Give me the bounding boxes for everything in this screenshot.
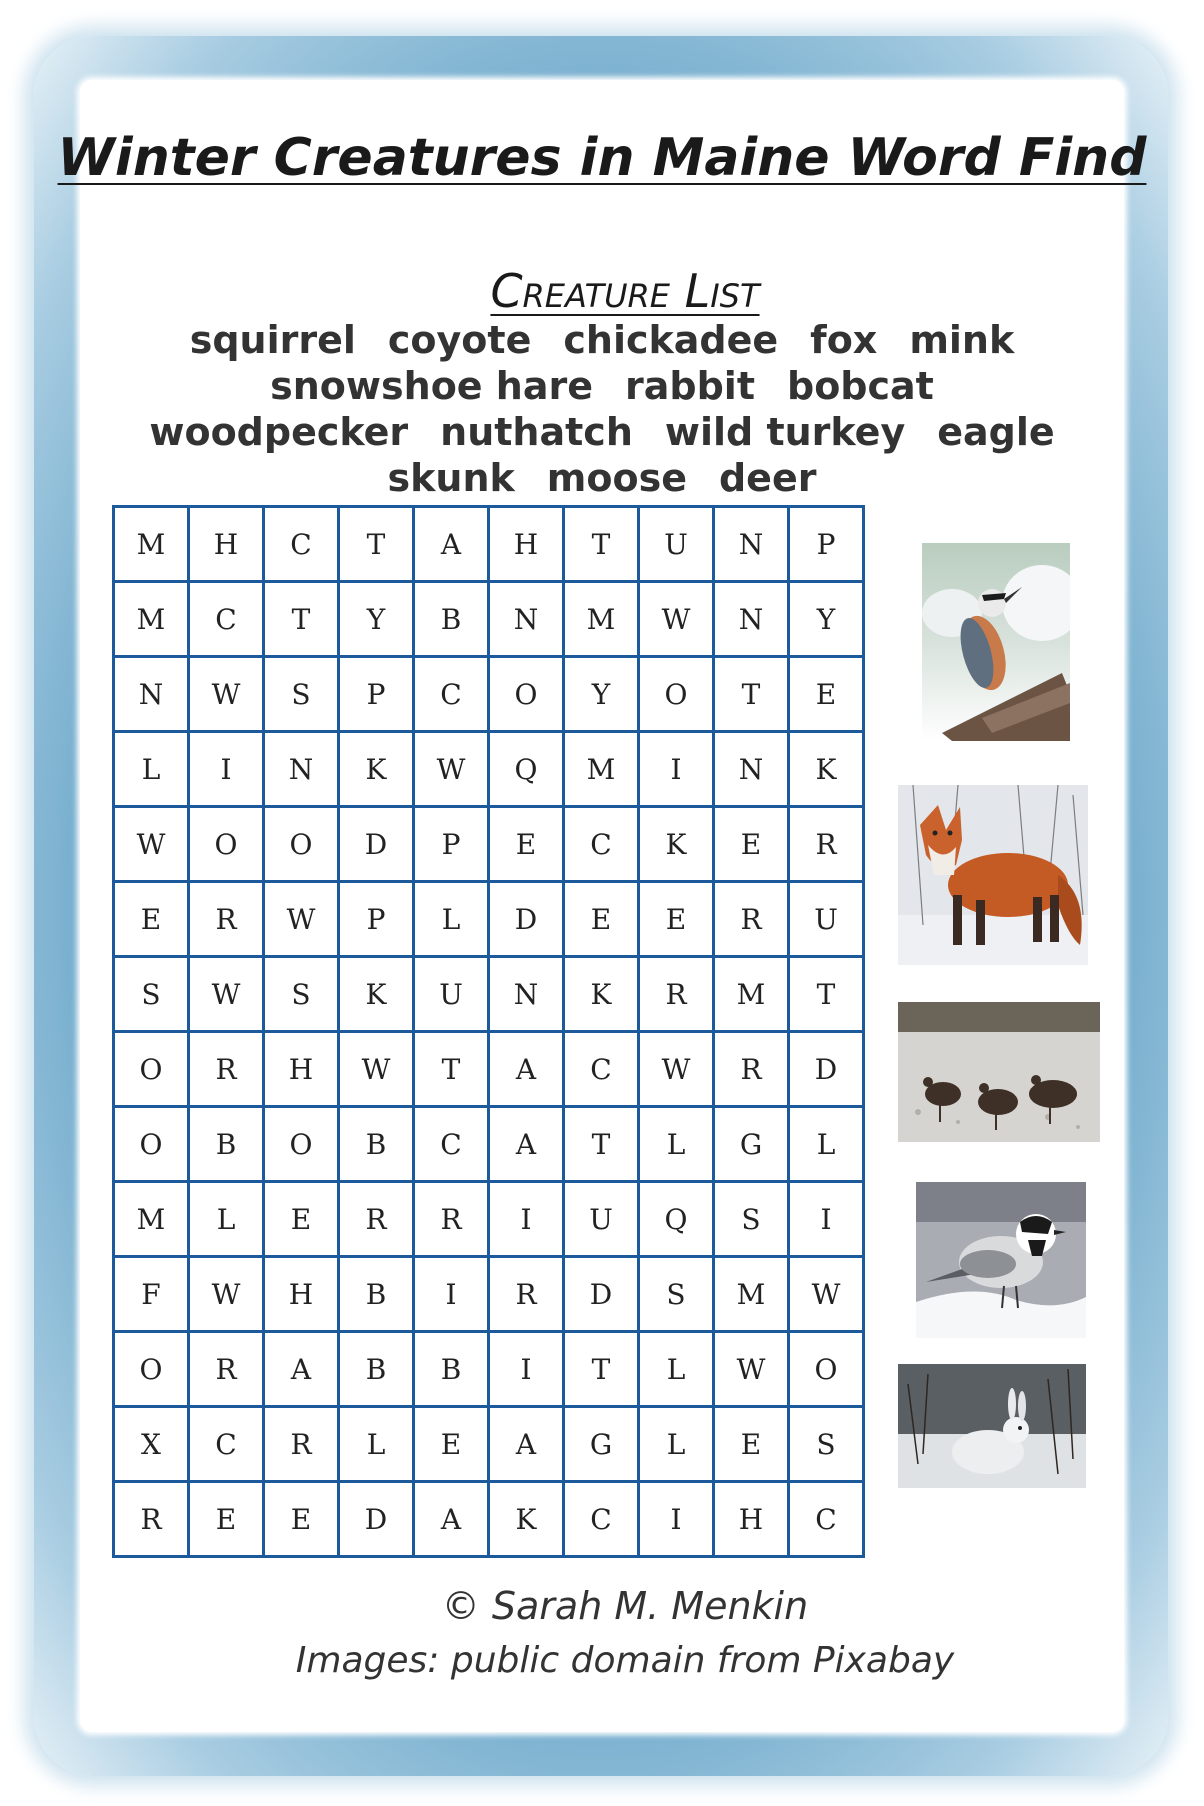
grid-cell: Q: [489, 732, 564, 807]
grid-row: [114, 1407, 864, 1482]
grid-cell: W: [264, 882, 339, 957]
word-item: nuthatch: [440, 410, 633, 454]
grid-cell: T: [414, 1032, 489, 1107]
grid-row: [114, 1257, 864, 1332]
grid-cell: R: [114, 1482, 189, 1557]
grid-cell: A: [489, 1107, 564, 1182]
grid-cell: C: [564, 1482, 639, 1557]
fox-photo: [898, 785, 1088, 965]
grid-cell: K: [339, 957, 414, 1032]
grid-cell: Y: [564, 657, 639, 732]
grid-cell: I: [489, 1332, 564, 1407]
grid-row: [114, 732, 864, 807]
grid-cell: A: [414, 1482, 489, 1557]
grid-cell: R: [714, 1032, 789, 1107]
grid-cell: R: [189, 882, 264, 957]
word-item: fox: [810, 318, 878, 362]
grid-cell: M: [714, 957, 789, 1032]
grid-cell: W: [639, 582, 714, 657]
grid-cell: K: [564, 957, 639, 1032]
grid-cell: N: [114, 657, 189, 732]
grid-cell: E: [639, 882, 714, 957]
grid-cell: A: [264, 1332, 339, 1407]
grid-cell: M: [714, 1257, 789, 1332]
grid-cell: N: [489, 582, 564, 657]
grid-cell: E: [714, 807, 789, 882]
grid-cell: A: [489, 1032, 564, 1107]
word-list-row: [0, 318, 1204, 362]
grid-cell: A: [414, 507, 489, 582]
grid-cell: P: [339, 657, 414, 732]
word-list-row: [0, 456, 1204, 500]
word-search-grid: [112, 505, 865, 1558]
grid-cell: T: [564, 1107, 639, 1182]
grid-cell: I: [489, 1182, 564, 1257]
grid-cell: O: [264, 1107, 339, 1182]
grid-cell: T: [714, 657, 789, 732]
word-item: squirrel: [189, 318, 356, 362]
grid-cell: E: [714, 1407, 789, 1482]
grid-cell: B: [339, 1257, 414, 1332]
grid-row: [114, 507, 864, 582]
grid-cell: S: [639, 1257, 714, 1332]
word-item: wild turkey: [664, 410, 906, 454]
grid-cell: G: [564, 1407, 639, 1482]
grid-cell: R: [714, 882, 789, 957]
word-item: bobcat: [787, 364, 934, 408]
grid-row: [114, 807, 864, 882]
grid-cell: E: [489, 807, 564, 882]
grid-cell: R: [189, 1032, 264, 1107]
word-item: skunk: [387, 456, 515, 500]
grid-cell: T: [789, 957, 864, 1032]
grid-cell: B: [339, 1332, 414, 1407]
grid-cell: I: [639, 1482, 714, 1557]
grid-cell: E: [414, 1407, 489, 1482]
word-list-row: [0, 364, 1204, 408]
grid-cell: R: [789, 807, 864, 882]
grid-cell: W: [789, 1257, 864, 1332]
grid-cell: W: [114, 807, 189, 882]
grid-cell: S: [264, 957, 339, 1032]
grid-cell: I: [414, 1257, 489, 1332]
image-credit: Images: public domain from Pixabay: [295, 1640, 955, 1681]
grid-cell: E: [789, 657, 864, 732]
grid-cell: B: [414, 582, 489, 657]
grid-cell: Y: [789, 582, 864, 657]
grid-cell: M: [114, 507, 189, 582]
grid-cell: N: [714, 507, 789, 582]
word-item: eagle: [937, 410, 1055, 454]
grid-cell: S: [789, 1407, 864, 1482]
word-item: moose: [546, 456, 687, 500]
grid-cell: M: [564, 732, 639, 807]
grid-cell: Y: [339, 582, 414, 657]
grid-cell: R: [639, 957, 714, 1032]
grid-cell: O: [789, 1332, 864, 1407]
grid-cell: W: [414, 732, 489, 807]
word-item: chickadee: [563, 318, 779, 362]
grid-row: [114, 1107, 864, 1182]
grid-cell: G: [714, 1107, 789, 1182]
grid-cell: L: [189, 1182, 264, 1257]
grid-cell: E: [564, 882, 639, 957]
grid-cell: R: [414, 1182, 489, 1257]
word-item: mink: [909, 318, 1015, 362]
grid-cell: N: [264, 732, 339, 807]
turkeys-photo: [898, 1002, 1100, 1142]
grid-cell: O: [114, 1032, 189, 1107]
grid-cell: U: [789, 882, 864, 957]
grid-cell: H: [489, 507, 564, 582]
grid-cell: S: [114, 957, 189, 1032]
grid-cell: N: [714, 732, 789, 807]
grid-row: [114, 1482, 864, 1557]
grid-cell: C: [264, 507, 339, 582]
grid-cell: T: [264, 582, 339, 657]
grid-cell: L: [414, 882, 489, 957]
grid-cell: R: [264, 1407, 339, 1482]
grid-cell: W: [189, 1257, 264, 1332]
grid-cell: W: [339, 1032, 414, 1107]
grid-cell: C: [564, 1032, 639, 1107]
grid-cell: K: [339, 732, 414, 807]
grid-cell: R: [489, 1257, 564, 1332]
grid-cell: B: [189, 1107, 264, 1182]
hare-photo: [898, 1364, 1086, 1488]
grid-cell: K: [789, 732, 864, 807]
grid-cell: P: [789, 507, 864, 582]
grid-row: [114, 882, 864, 957]
grid-cell: S: [714, 1182, 789, 1257]
grid-cell: T: [564, 507, 639, 582]
grid-cell: O: [264, 807, 339, 882]
grid-cell: K: [639, 807, 714, 882]
grid-cell: P: [414, 807, 489, 882]
grid-cell: H: [264, 1257, 339, 1332]
grid-cell: C: [414, 1107, 489, 1182]
grid-cell: I: [639, 732, 714, 807]
grid-cell: O: [189, 807, 264, 882]
grid-cell: M: [114, 582, 189, 657]
grid-cell: W: [714, 1332, 789, 1407]
grid-cell: D: [339, 1482, 414, 1557]
creature-list-title: Creature List: [490, 264, 760, 318]
page-title: Winter Creatures in Maine Word Find: [57, 128, 1147, 188]
grid-row: [114, 1182, 864, 1257]
grid-cell: T: [564, 1332, 639, 1407]
grid-cell: L: [789, 1107, 864, 1182]
grid-cell: U: [414, 957, 489, 1032]
grid-cell: P: [339, 882, 414, 957]
grid-cell: C: [189, 1407, 264, 1482]
grid-row: [114, 1332, 864, 1407]
grid-cell: O: [114, 1332, 189, 1407]
grid-row: [114, 657, 864, 732]
word-item: deer: [718, 456, 817, 500]
grid-cell: L: [114, 732, 189, 807]
grid-cell: R: [339, 1182, 414, 1257]
grid-cell: W: [639, 1032, 714, 1107]
grid-cell: A: [489, 1407, 564, 1482]
grid-cell: C: [789, 1482, 864, 1557]
grid-cell: M: [564, 582, 639, 657]
nuthatch-photo: [922, 543, 1070, 741]
grid-cell: S: [264, 657, 339, 732]
grid-cell: M: [114, 1182, 189, 1257]
grid-cell: T: [339, 507, 414, 582]
grid-cell: D: [339, 807, 414, 882]
grid-cell: Q: [639, 1182, 714, 1257]
grid-cell: E: [264, 1182, 339, 1257]
grid-cell: C: [189, 582, 264, 657]
grid-cell: X: [114, 1407, 189, 1482]
word-item: woodpecker: [149, 410, 409, 454]
grid-cell: L: [639, 1407, 714, 1482]
grid-cell: D: [564, 1257, 639, 1332]
chickadee-photo: [916, 1182, 1086, 1338]
grid-cell: F: [114, 1257, 189, 1332]
grid-cell: U: [639, 507, 714, 582]
grid-cell: H: [189, 507, 264, 582]
grid-cell: I: [189, 732, 264, 807]
word-item: coyote: [387, 318, 532, 362]
grid-cell: O: [489, 657, 564, 732]
grid-cell: D: [489, 882, 564, 957]
grid-row: [114, 582, 864, 657]
grid-cell: O: [114, 1107, 189, 1182]
grid-cell: E: [189, 1482, 264, 1557]
grid-cell: L: [639, 1332, 714, 1407]
grid-cell: O: [639, 657, 714, 732]
grid-cell: B: [339, 1107, 414, 1182]
copyright-credit: © Sarah M. Menkin: [441, 1584, 809, 1628]
grid-cell: H: [264, 1032, 339, 1107]
grid-cell: N: [714, 582, 789, 657]
grid-cell: C: [414, 657, 489, 732]
grid-cell: E: [114, 882, 189, 957]
grid-cell: D: [789, 1032, 864, 1107]
grid-cell: W: [189, 957, 264, 1032]
grid-cell: L: [639, 1107, 714, 1182]
word-item: snowshoe hare: [270, 364, 594, 408]
word-item: rabbit: [625, 364, 755, 408]
grid-row: [114, 1032, 864, 1107]
word-list-row: [0, 410, 1204, 454]
grid-cell: L: [339, 1407, 414, 1482]
grid-cell: H: [714, 1482, 789, 1557]
grid-row: [114, 957, 864, 1032]
grid-cell: C: [564, 807, 639, 882]
grid-cell: K: [489, 1482, 564, 1557]
grid-cell: E: [264, 1482, 339, 1557]
grid-cell: I: [789, 1182, 864, 1257]
grid-cell: N: [489, 957, 564, 1032]
grid-cell: B: [414, 1332, 489, 1407]
grid-cell: R: [189, 1332, 264, 1407]
grid-cell: W: [189, 657, 264, 732]
grid-cell: U: [564, 1182, 639, 1257]
